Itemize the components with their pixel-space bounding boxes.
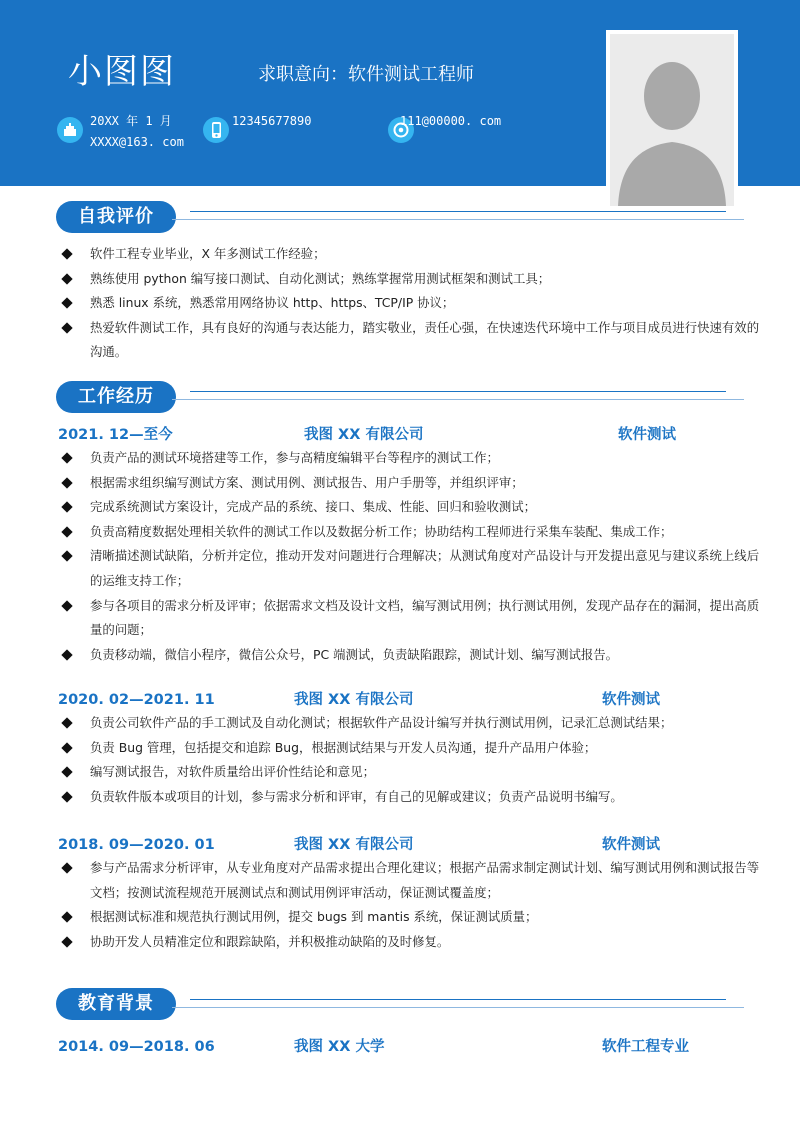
birth-date: 20XX 年 1 月 — [90, 114, 172, 128]
job-role: 软件测试 — [602, 692, 660, 708]
phone-number: 12345677890 — [232, 114, 312, 128]
list-item: 根据测试标准和规范执行测试用例，提交 bugs 到 mantis 系统，保证测试质量； — [62, 905, 762, 930]
job-period: 2021. 12—至今 — [58, 427, 173, 443]
education-period: 2014. 09—2018. 06 — [58, 1039, 215, 1055]
list-item: 热爱软件测试工作，具有良好的沟通与表达能力，踏实敬业，责任心强，在快速迭代环境中工作与项目成员进行快速有效的沟通。 — [62, 316, 762, 365]
education-row — [58, 1036, 758, 1058]
list-item: 清晰描述测试缺陷，分析并定位，推动开发对问题进行合理解决；从测试角度对产品设计与开发提出意见与建议系统上线后的运维支持工作； — [62, 544, 762, 593]
job-role: 软件测试 — [618, 427, 676, 443]
job-company: 我图 XX 有限公司 — [304, 427, 424, 443]
job-company: 我图 XX 有限公司 — [294, 692, 414, 708]
divider-line — [172, 399, 744, 400]
self-eval-list — [62, 242, 762, 365]
divider-line — [190, 211, 726, 212]
job-role: 软件测试 — [602, 837, 660, 853]
section-title-work: 工作经历 — [56, 381, 176, 413]
list-item: 参与产品需求分析评审，从专业角度对产品需求提出合理化建议；根据产品需求制定测试计划、编写测试用例和测试报告等文档；按测试流程规范开展测试点和测试用例评审活动，保证测试覆盖度； — [62, 856, 762, 905]
divider-line — [190, 999, 726, 1000]
list-item: 根据需求组织编写测试方案、测试用例、测试报告、用户手册等，并组织评审； — [62, 471, 762, 496]
job-header — [58, 689, 758, 711]
list-item: 负责产品的测试环境搭建等工作，参与高精度编辑平台等程序的测试工作； — [62, 446, 762, 471]
profile-photo — [606, 30, 738, 210]
email-text-1: XXXX@163. com — [90, 135, 184, 149]
list-item: 编写测试报告，对软件质量给出评价性结论和意见； — [62, 760, 762, 785]
list-item: 完成系统测试方案设计，完成产品的系统、接口、集成、性能、回归和验收测试； — [62, 495, 762, 520]
list-item: 熟悉 linux 系统，熟悉常用网络协议 http、https、TCP/IP 协议； — [62, 291, 762, 316]
phone-icon — [203, 117, 229, 143]
cake-icon — [57, 117, 83, 143]
list-item: 协助开发人员精准定位和跟踪缺陷，并积极推动缺陷的及时修复。 — [62, 930, 762, 955]
list-item: 参与各项目的需求分析及评审；依据需求文档及设计文档，编写测试用例；执行测试用例，发现产品存在的漏洞，提出高质量的问题； — [62, 594, 762, 643]
divider-line — [172, 219, 744, 220]
candidate-name: 小图图 — [68, 52, 176, 92]
divider-line — [190, 391, 726, 392]
job-duties-list — [62, 856, 762, 954]
list-item: 负责公司软件产品的手工测试及自动化测试；根据软件产品设计编写并执行测试用例，记录汇总测试结果； — [62, 711, 762, 736]
list-item: 熟练使用 python 编写接口测试、自动化测试；熟练掌握常用测试框架和测试工具； — [62, 267, 762, 292]
job-company: 我图 XX 有限公司 — [294, 837, 414, 853]
divider-line — [172, 1007, 744, 1008]
education-major: 软件工程专业 — [602, 1039, 689, 1055]
avatar-placeholder-icon — [610, 34, 734, 206]
list-item: 负责软件版本或项目的计划，参与需求分析和评审，有自己的见解或建议；负责产品说明书编写。 — [62, 785, 762, 810]
list-item: 负责高精度数据处理相关软件的测试工作以及数据分析工作；协助结构工程师进行采集车装配、集成工作； — [62, 520, 762, 545]
job-intent: 求职意向：软件测试工程师 — [258, 64, 474, 85]
list-item: 软件工程专业毕业，X 年多测试工作经验； — [62, 242, 762, 267]
job-duties-list — [62, 711, 762, 809]
education-school: 我图 XX 大学 — [294, 1039, 385, 1055]
section-title-education: 教育背景 — [56, 988, 176, 1020]
email-text-2: 111@00000. com — [400, 114, 502, 128]
section-title-self-eval: 自我评价 — [56, 201, 176, 233]
job-duties-list — [62, 446, 762, 667]
job-period: 2018. 09—2020. 01 — [58, 837, 215, 853]
job-header — [58, 834, 758, 856]
job-header — [58, 424, 758, 446]
job-period: 2020. 02—2021. 11 — [58, 692, 215, 708]
list-item: 负责移动端，微信小程序，微信公众号，PC 端测试，负责缺陷跟踪，测试计划、编写测试报告。 — [62, 643, 762, 668]
list-item: 负责 Bug 管理，包括提交和追踪 Bug，根据测试结果与开发人员沟通，提升产品用户体验； — [62, 736, 762, 761]
